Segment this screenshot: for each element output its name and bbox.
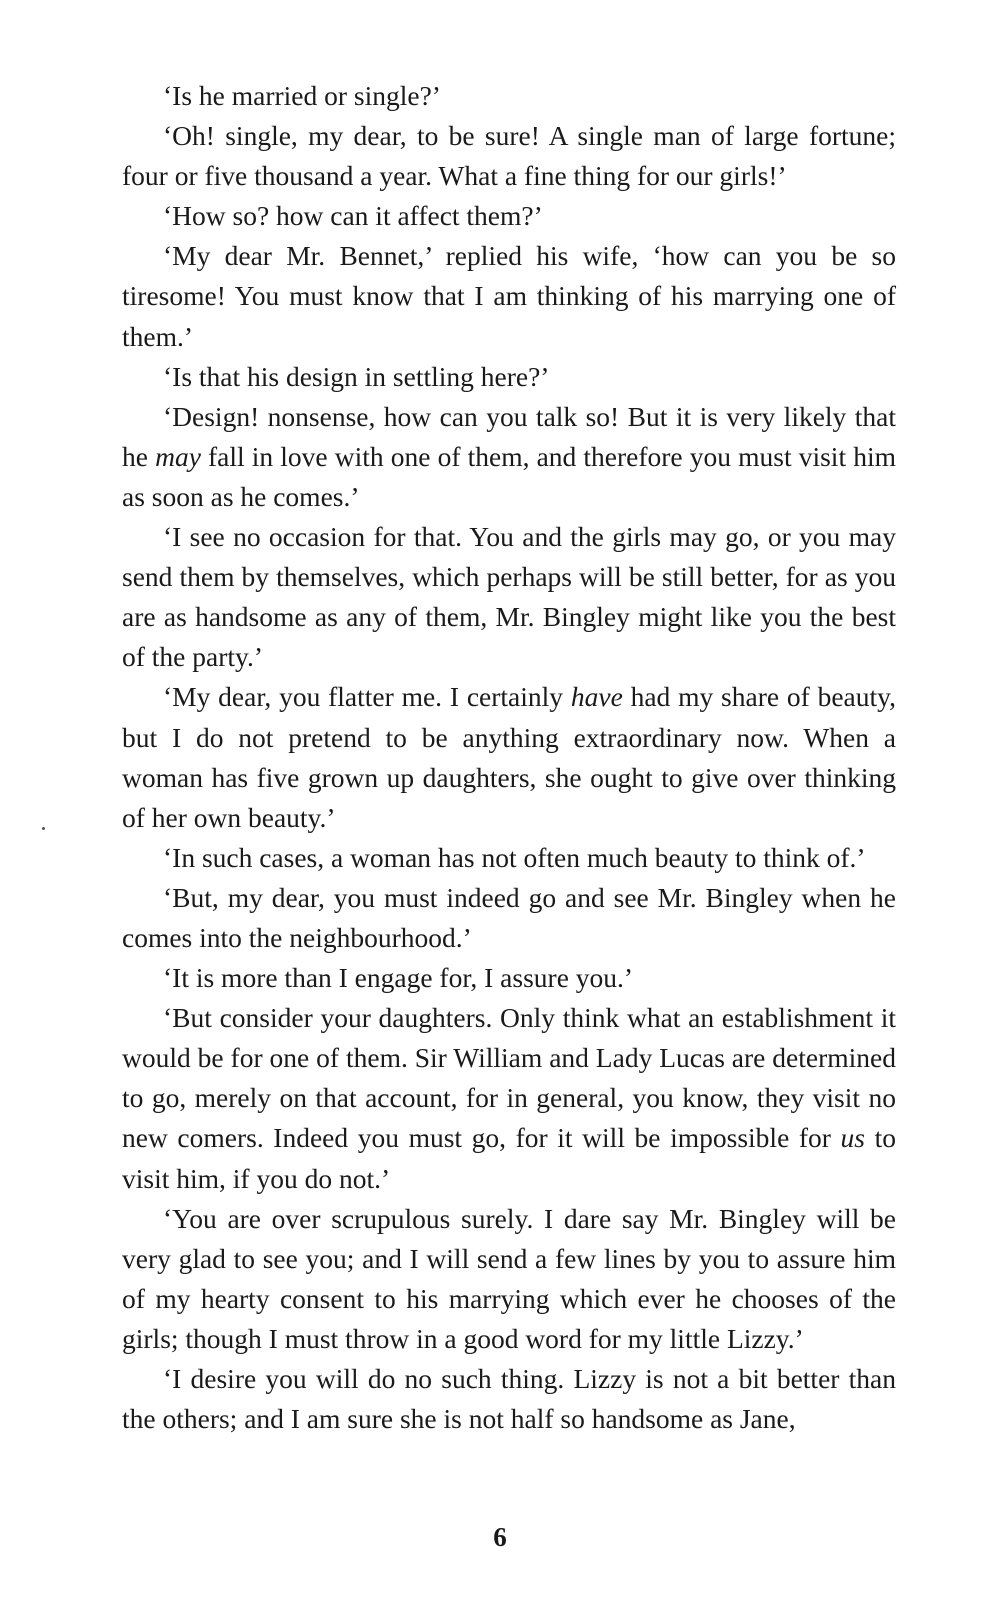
paragraph [122,236,896,356]
paragraph [122,1359,896,1439]
paragraph [122,76,896,116]
paragraph [122,677,896,837]
text-run: to visit him, if you do not.’ [122,1122,896,1194]
paragraph [122,838,896,878]
italic-run: may [155,440,201,472]
paragraph [122,116,896,196]
text-run: ‘But, my dear, you must indeed go and see Mr. Bingley when he comes into the neighbourhood.’ [122,881,896,953]
italic-run: have [570,681,623,713]
text-run: ‘But consider your daughters. Only think what an establishment it would be for one of them. Sir William and Lady Lucas are determined to go, merely on that account, for in general, you know, they visit no new comers. Indeed you must go, for it will be impossible for [122,1002,896,1154]
paragraph [122,397,896,517]
text-run: ‘You are over scrupulous surely. I dare say Mr. Bingley will be very glad to see you; and I will send a few lines by you to assure him of my hearty consent to his marrying which ever he chooses of the girls; though I must throw in a good word for my little Lizzy.’ [122,1202,896,1354]
body-text [122,76,896,1439]
text-run: ‘Is he married or single?’ [163,80,441,111]
text-run: fall in love with one of them, and therefore you must visit him as soon as he comes.’ [122,440,896,512]
text-run: ‘I see no occasion for that. You and the girls may go, or you may send them by themselves, which perhaps will be still better, for as you are as handsome as any of them, Mr. Bingley might like you the best of the party.’ [122,521,896,673]
paragraph [122,958,896,998]
text-run: ‘Oh! single, my dear, to be sure! A single man of large fortune; four or five thousand a year. What a fine thing for our girls!’ [122,120,896,192]
italic-run: us [840,1122,865,1154]
paragraph [122,517,896,677]
scan-speck [42,827,45,830]
text-run: ‘I desire you will do no such thing. Lizzy is not a bit better than the others; and I am sure she is not half so handsome as Jane, [122,1363,896,1435]
text-run: had my share of beauty, but I do not pretend to be anything extraordinary now. When a woman has five grown up daughters, she ought to give over thinking of her own beauty.’ [122,681,896,833]
page-number: 6 [493,1522,507,1552]
text-run: ‘In such cases, a woman has not often much beauty to think of.’ [163,841,866,873]
text-run: ‘My dear Mr. Bennet,’ replied his wife, ‘how can you be so tiresome! You must know that I am thinking of his marrying one of them.’ [122,240,896,352]
paragraph [122,878,896,958]
paragraph [122,196,896,236]
paragraph [122,357,896,397]
paragraph [122,998,896,1198]
text-run: ‘Is that his design in settling here?’ [163,360,550,392]
text-run: ‘Design! nonsense, how can you talk so! But it is very likely that he [122,400,896,472]
text-run: ‘My dear, you flatter me. I certainly [163,681,571,713]
paragraph [122,1199,896,1359]
text-run: ‘How so? how can it affect them?’ [163,200,543,232]
text-run: ‘It is more than I engage for, I assure you.’ [163,962,634,994]
